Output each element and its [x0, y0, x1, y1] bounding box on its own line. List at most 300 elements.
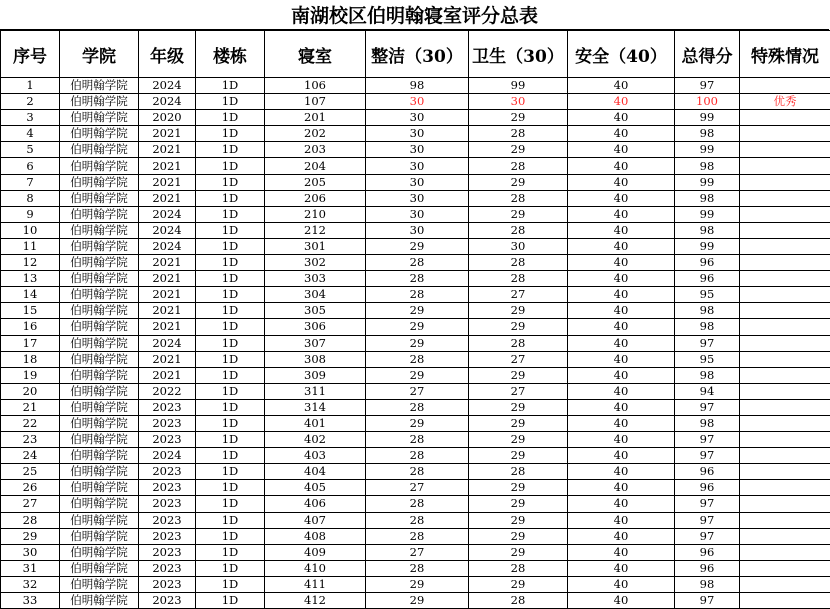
cell-grade[interactable]: 2021	[139, 367, 196, 383]
cell-tidiness[interactable]: 29	[366, 319, 469, 335]
cell-tidiness[interactable]: 30	[366, 110, 469, 126]
cell-notes[interactable]	[740, 287, 830, 303]
cell-grade[interactable]: 2023	[139, 576, 196, 592]
cell-notes[interactable]	[740, 512, 830, 528]
cell-total[interactable]: 98	[675, 303, 740, 319]
cell-college[interactable]: 伯明翰学院	[60, 319, 139, 335]
cell-notes[interactable]: 优秀	[740, 94, 830, 110]
cell-grade[interactable]: 2021	[139, 287, 196, 303]
cell-college[interactable]: 伯明翰学院	[60, 206, 139, 222]
cell-hygiene[interactable]: 99	[469, 78, 568, 94]
cell-hygiene[interactable]: 29	[469, 432, 568, 448]
cell-tidiness[interactable]: 98	[366, 78, 469, 94]
cell-grade[interactable]: 2024	[139, 238, 196, 254]
cell-notes[interactable]	[740, 367, 830, 383]
cell-total[interactable]: 97	[675, 448, 740, 464]
cell-college[interactable]: 伯明翰学院	[60, 174, 139, 190]
cell-room[interactable]: 201	[265, 110, 366, 126]
cell-notes[interactable]	[740, 206, 830, 222]
cell-tidiness[interactable]: 28	[366, 255, 469, 271]
cell-tidiness[interactable]: 28	[366, 351, 469, 367]
cell-tidiness[interactable]: 30	[366, 94, 469, 110]
cell-total[interactable]: 96	[675, 544, 740, 560]
cell-notes[interactable]	[740, 576, 830, 592]
cell-hygiene[interactable]: 28	[469, 222, 568, 238]
cell-grade[interactable]: 2021	[139, 303, 196, 319]
cell-room[interactable]: 308	[265, 351, 366, 367]
cell-total[interactable]: 98	[675, 367, 740, 383]
cell-index[interactable]: 12	[1, 255, 60, 271]
cell-room[interactable]: 401	[265, 415, 366, 431]
cell-hygiene[interactable]: 29	[469, 576, 568, 592]
cell-hygiene[interactable]: 29	[469, 174, 568, 190]
cell-index[interactable]: 30	[1, 544, 60, 560]
cell-safety[interactable]: 40	[568, 126, 675, 142]
cell-building[interactable]: 1D	[196, 512, 265, 528]
cell-safety[interactable]: 40	[568, 255, 675, 271]
cell-building[interactable]: 1D	[196, 158, 265, 174]
cell-total[interactable]: 97	[675, 496, 740, 512]
cell-notes[interactable]	[740, 593, 830, 609]
cell-grade[interactable]: 2023	[139, 560, 196, 576]
cell-total[interactable]: 99	[675, 142, 740, 158]
cell-safety[interactable]: 40	[568, 319, 675, 335]
cell-total[interactable]: 99	[675, 174, 740, 190]
cell-tidiness[interactable]: 28	[366, 271, 469, 287]
cell-college[interactable]: 伯明翰学院	[60, 271, 139, 287]
cell-safety[interactable]: 40	[568, 303, 675, 319]
cell-total[interactable]: 94	[675, 383, 740, 399]
cell-grade[interactable]: 2023	[139, 512, 196, 528]
cell-building[interactable]: 1D	[196, 255, 265, 271]
cell-building[interactable]: 1D	[196, 126, 265, 142]
cell-grade[interactable]: 2023	[139, 464, 196, 480]
cell-room[interactable]: 304	[265, 287, 366, 303]
cell-index[interactable]: 33	[1, 593, 60, 609]
header-cell-building[interactable]: 楼栋	[196, 31, 265, 78]
cell-college[interactable]: 伯明翰学院	[60, 432, 139, 448]
cell-college[interactable]: 伯明翰学院	[60, 496, 139, 512]
cell-room[interactable]: 409	[265, 544, 366, 560]
cell-notes[interactable]	[740, 190, 830, 206]
cell-building[interactable]: 1D	[196, 432, 265, 448]
cell-total[interactable]: 97	[675, 78, 740, 94]
cell-notes[interactable]	[740, 255, 830, 271]
cell-room[interactable]: 307	[265, 335, 366, 351]
cell-index[interactable]: 29	[1, 528, 60, 544]
cell-safety[interactable]: 40	[568, 432, 675, 448]
cell-tidiness[interactable]: 30	[366, 158, 469, 174]
cell-college[interactable]: 伯明翰学院	[60, 448, 139, 464]
cell-tidiness[interactable]: 27	[366, 383, 469, 399]
cell-room[interactable]: 107	[265, 94, 366, 110]
cell-safety[interactable]: 40	[568, 448, 675, 464]
cell-tidiness[interactable]: 29	[366, 303, 469, 319]
cell-college[interactable]: 伯明翰学院	[60, 593, 139, 609]
cell-college[interactable]: 伯明翰学院	[60, 238, 139, 254]
cell-index[interactable]: 1	[1, 78, 60, 94]
cell-grade[interactable]: 2021	[139, 255, 196, 271]
cell-room[interactable]: 302	[265, 255, 366, 271]
cell-safety[interactable]: 40	[568, 528, 675, 544]
cell-tidiness[interactable]: 28	[366, 432, 469, 448]
cell-index[interactable]: 6	[1, 158, 60, 174]
cell-college[interactable]: 伯明翰学院	[60, 544, 139, 560]
cell-notes[interactable]	[740, 560, 830, 576]
header-cell-safety[interactable]: 安全（40）	[568, 31, 675, 78]
cell-total[interactable]: 96	[675, 255, 740, 271]
cell-hygiene[interactable]: 28	[469, 271, 568, 287]
cell-room[interactable]: 412	[265, 593, 366, 609]
cell-room[interactable]: 311	[265, 383, 366, 399]
cell-grade[interactable]: 2023	[139, 399, 196, 415]
cell-notes[interactable]	[740, 383, 830, 399]
cell-college[interactable]: 伯明翰学院	[60, 576, 139, 592]
cell-hygiene[interactable]: 29	[469, 448, 568, 464]
cell-safety[interactable]: 40	[568, 142, 675, 158]
cell-grade[interactable]: 2023	[139, 496, 196, 512]
header-cell-total[interactable]: 总得分	[675, 31, 740, 78]
cell-building[interactable]: 1D	[196, 206, 265, 222]
cell-college[interactable]: 伯明翰学院	[60, 351, 139, 367]
cell-safety[interactable]: 40	[568, 190, 675, 206]
cell-grade[interactable]: 2024	[139, 335, 196, 351]
cell-tidiness[interactable]: 28	[366, 399, 469, 415]
cell-building[interactable]: 1D	[196, 367, 265, 383]
cell-total[interactable]: 97	[675, 593, 740, 609]
cell-total[interactable]: 98	[675, 319, 740, 335]
cell-index[interactable]: 10	[1, 222, 60, 238]
cell-total[interactable]: 98	[675, 222, 740, 238]
cell-tidiness[interactable]: 27	[366, 480, 469, 496]
cell-college[interactable]: 伯明翰学院	[60, 158, 139, 174]
cell-hygiene[interactable]: 27	[469, 287, 568, 303]
cell-building[interactable]: 1D	[196, 94, 265, 110]
cell-hygiene[interactable]: 29	[469, 528, 568, 544]
cell-tidiness[interactable]: 28	[366, 528, 469, 544]
cell-building[interactable]: 1D	[196, 287, 265, 303]
cell-notes[interactable]	[740, 448, 830, 464]
cell-tidiness[interactable]: 30	[366, 222, 469, 238]
cell-tidiness[interactable]: 29	[366, 238, 469, 254]
cell-college[interactable]: 伯明翰学院	[60, 110, 139, 126]
cell-safety[interactable]: 40	[568, 174, 675, 190]
cell-tidiness[interactable]: 28	[366, 464, 469, 480]
cell-total[interactable]: 98	[675, 158, 740, 174]
cell-safety[interactable]: 40	[568, 496, 675, 512]
cell-index[interactable]: 15	[1, 303, 60, 319]
cell-room[interactable]: 305	[265, 303, 366, 319]
cell-college[interactable]: 伯明翰学院	[60, 464, 139, 480]
cell-college[interactable]: 伯明翰学院	[60, 287, 139, 303]
cell-grade[interactable]: 2023	[139, 528, 196, 544]
cell-building[interactable]: 1D	[196, 319, 265, 335]
cell-college[interactable]: 伯明翰学院	[60, 126, 139, 142]
cell-grade[interactable]: 2021	[139, 158, 196, 174]
cell-notes[interactable]	[740, 528, 830, 544]
cell-index[interactable]: 26	[1, 480, 60, 496]
cell-room[interactable]: 402	[265, 432, 366, 448]
cell-index[interactable]: 9	[1, 206, 60, 222]
cell-notes[interactable]	[740, 174, 830, 190]
cell-total[interactable]: 98	[675, 126, 740, 142]
cell-hygiene[interactable]: 29	[469, 367, 568, 383]
cell-safety[interactable]: 40	[568, 158, 675, 174]
cell-hygiene[interactable]: 30	[469, 94, 568, 110]
cell-index[interactable]: 27	[1, 496, 60, 512]
cell-index[interactable]: 16	[1, 319, 60, 335]
cell-index[interactable]: 28	[1, 512, 60, 528]
cell-grade[interactable]: 2024	[139, 94, 196, 110]
cell-total[interactable]: 98	[675, 415, 740, 431]
cell-notes[interactable]	[740, 335, 830, 351]
cell-hygiene[interactable]: 28	[469, 126, 568, 142]
cell-room[interactable]: 106	[265, 78, 366, 94]
cell-hygiene[interactable]: 29	[469, 319, 568, 335]
cell-notes[interactable]	[740, 464, 830, 480]
cell-college[interactable]: 伯明翰学院	[60, 399, 139, 415]
cell-room[interactable]: 404	[265, 464, 366, 480]
cell-notes[interactable]	[740, 496, 830, 512]
cell-hygiene[interactable]: 29	[469, 415, 568, 431]
cell-college[interactable]: 伯明翰学院	[60, 94, 139, 110]
cell-college[interactable]: 伯明翰学院	[60, 255, 139, 271]
cell-grade[interactable]: 2023	[139, 432, 196, 448]
cell-building[interactable]: 1D	[196, 271, 265, 287]
cell-room[interactable]: 212	[265, 222, 366, 238]
cell-tidiness[interactable]: 30	[366, 206, 469, 222]
cell-index[interactable]: 24	[1, 448, 60, 464]
cell-safety[interactable]: 40	[568, 367, 675, 383]
cell-building[interactable]: 1D	[196, 303, 265, 319]
cell-hygiene[interactable]: 29	[469, 480, 568, 496]
cell-college[interactable]: 伯明翰学院	[60, 222, 139, 238]
cell-index[interactable]: 22	[1, 415, 60, 431]
cell-building[interactable]: 1D	[196, 142, 265, 158]
cell-building[interactable]: 1D	[196, 383, 265, 399]
cell-hygiene[interactable]: 27	[469, 383, 568, 399]
cell-grade[interactable]: 2023	[139, 480, 196, 496]
cell-total[interactable]: 96	[675, 271, 740, 287]
cell-room[interactable]: 301	[265, 238, 366, 254]
cell-total[interactable]: 97	[675, 528, 740, 544]
cell-total[interactable]: 97	[675, 432, 740, 448]
cell-building[interactable]: 1D	[196, 464, 265, 480]
cell-index[interactable]: 17	[1, 335, 60, 351]
cell-hygiene[interactable]: 29	[469, 496, 568, 512]
cell-hygiene[interactable]: 28	[469, 593, 568, 609]
header-cell-college[interactable]: 学院	[60, 31, 139, 78]
cell-notes[interactable]	[740, 544, 830, 560]
cell-hygiene[interactable]: 28	[469, 190, 568, 206]
cell-total[interactable]: 99	[675, 238, 740, 254]
cell-safety[interactable]: 40	[568, 464, 675, 480]
cell-notes[interactable]	[740, 415, 830, 431]
cell-hygiene[interactable]: 29	[469, 544, 568, 560]
cell-index[interactable]: 21	[1, 399, 60, 415]
cell-grade[interactable]: 2023	[139, 415, 196, 431]
cell-grade[interactable]: 2024	[139, 222, 196, 238]
cell-total[interactable]: 96	[675, 480, 740, 496]
cell-grade[interactable]: 2024	[139, 78, 196, 94]
cell-safety[interactable]: 40	[568, 399, 675, 415]
cell-room[interactable]: 303	[265, 271, 366, 287]
cell-notes[interactable]	[740, 432, 830, 448]
cell-notes[interactable]	[740, 319, 830, 335]
cell-index[interactable]: 4	[1, 126, 60, 142]
cell-grade[interactable]: 2023	[139, 593, 196, 609]
cell-tidiness[interactable]: 30	[366, 174, 469, 190]
cell-college[interactable]: 伯明翰学院	[60, 480, 139, 496]
cell-hygiene[interactable]: 29	[469, 399, 568, 415]
cell-room[interactable]: 206	[265, 190, 366, 206]
cell-room[interactable]: 406	[265, 496, 366, 512]
cell-grade[interactable]: 2021	[139, 351, 196, 367]
cell-hygiene[interactable]: 29	[469, 142, 568, 158]
cell-safety[interactable]: 40	[568, 383, 675, 399]
cell-notes[interactable]	[740, 480, 830, 496]
cell-building[interactable]: 1D	[196, 110, 265, 126]
cell-hygiene[interactable]: 28	[469, 255, 568, 271]
cell-college[interactable]: 伯明翰学院	[60, 560, 139, 576]
cell-notes[interactable]	[740, 399, 830, 415]
cell-hygiene[interactable]: 30	[469, 238, 568, 254]
cell-safety[interactable]: 40	[568, 335, 675, 351]
cell-college[interactable]: 伯明翰学院	[60, 367, 139, 383]
cell-room[interactable]: 202	[265, 126, 366, 142]
cell-grade[interactable]: 2021	[139, 174, 196, 190]
cell-building[interactable]: 1D	[196, 448, 265, 464]
cell-safety[interactable]: 40	[568, 544, 675, 560]
cell-building[interactable]: 1D	[196, 480, 265, 496]
cell-index[interactable]: 23	[1, 432, 60, 448]
cell-building[interactable]: 1D	[196, 593, 265, 609]
cell-tidiness[interactable]: 29	[366, 335, 469, 351]
cell-room[interactable]: 405	[265, 480, 366, 496]
cell-notes[interactable]	[740, 110, 830, 126]
cell-building[interactable]: 1D	[196, 399, 265, 415]
cell-room[interactable]: 314	[265, 399, 366, 415]
cell-notes[interactable]	[740, 271, 830, 287]
cell-room[interactable]: 407	[265, 512, 366, 528]
cell-college[interactable]: 伯明翰学院	[60, 528, 139, 544]
cell-grade[interactable]: 2023	[139, 544, 196, 560]
header-cell-notes[interactable]: 特殊情况	[740, 31, 830, 78]
cell-total[interactable]: 98	[675, 190, 740, 206]
cell-hygiene[interactable]: 28	[469, 158, 568, 174]
cell-notes[interactable]	[740, 222, 830, 238]
cell-safety[interactable]: 40	[568, 110, 675, 126]
cell-safety[interactable]: 40	[568, 415, 675, 431]
cell-notes[interactable]	[740, 351, 830, 367]
cell-index[interactable]: 2	[1, 94, 60, 110]
cell-college[interactable]: 伯明翰学院	[60, 142, 139, 158]
cell-index[interactable]: 7	[1, 174, 60, 190]
cell-building[interactable]: 1D	[196, 415, 265, 431]
cell-room[interactable]: 408	[265, 528, 366, 544]
cell-room[interactable]: 203	[265, 142, 366, 158]
cell-index[interactable]: 20	[1, 383, 60, 399]
cell-grade[interactable]: 2021	[139, 142, 196, 158]
cell-index[interactable]: 5	[1, 142, 60, 158]
cell-building[interactable]: 1D	[196, 174, 265, 190]
cell-notes[interactable]	[740, 142, 830, 158]
cell-grade[interactable]: 2024	[139, 448, 196, 464]
cell-college[interactable]: 伯明翰学院	[60, 190, 139, 206]
cell-room[interactable]: 309	[265, 367, 366, 383]
cell-building[interactable]: 1D	[196, 351, 265, 367]
header-cell-room[interactable]: 寝室	[265, 31, 366, 78]
cell-tidiness[interactable]: 27	[366, 544, 469, 560]
cell-notes[interactable]	[740, 126, 830, 142]
cell-grade[interactable]: 2021	[139, 126, 196, 142]
cell-tidiness[interactable]: 28	[366, 512, 469, 528]
cell-safety[interactable]: 40	[568, 593, 675, 609]
cell-notes[interactable]	[740, 158, 830, 174]
cell-notes[interactable]	[740, 78, 830, 94]
cell-safety[interactable]: 40	[568, 206, 675, 222]
cell-room[interactable]: 403	[265, 448, 366, 464]
cell-grade[interactable]: 2021	[139, 271, 196, 287]
cell-safety[interactable]: 40	[568, 576, 675, 592]
cell-total[interactable]: 97	[675, 335, 740, 351]
cell-building[interactable]: 1D	[196, 222, 265, 238]
cell-tidiness[interactable]: 28	[366, 560, 469, 576]
cell-index[interactable]: 25	[1, 464, 60, 480]
cell-building[interactable]: 1D	[196, 560, 265, 576]
cell-notes[interactable]	[740, 303, 830, 319]
cell-total[interactable]: 100	[675, 94, 740, 110]
cell-safety[interactable]: 40	[568, 238, 675, 254]
cell-total[interactable]: 99	[675, 110, 740, 126]
cell-college[interactable]: 伯明翰学院	[60, 383, 139, 399]
cell-building[interactable]: 1D	[196, 496, 265, 512]
cell-index[interactable]: 11	[1, 238, 60, 254]
cell-hygiene[interactable]: 27	[469, 351, 568, 367]
cell-safety[interactable]: 40	[568, 222, 675, 238]
cell-hygiene[interactable]: 29	[469, 110, 568, 126]
cell-grade[interactable]: 2021	[139, 319, 196, 335]
cell-safety[interactable]: 40	[568, 94, 675, 110]
cell-index[interactable]: 14	[1, 287, 60, 303]
cell-safety[interactable]: 40	[568, 512, 675, 528]
cell-hygiene[interactable]: 29	[469, 512, 568, 528]
cell-tidiness[interactable]: 28	[366, 496, 469, 512]
cell-tidiness[interactable]: 29	[366, 576, 469, 592]
cell-grade[interactable]: 2022	[139, 383, 196, 399]
cell-college[interactable]: 伯明翰学院	[60, 78, 139, 94]
cell-notes[interactable]	[740, 238, 830, 254]
header-cell-hygiene[interactable]: 卫生（30）	[469, 31, 568, 78]
cell-tidiness[interactable]: 28	[366, 287, 469, 303]
cell-total[interactable]: 97	[675, 512, 740, 528]
cell-room[interactable]: 205	[265, 174, 366, 190]
cell-total[interactable]: 96	[675, 464, 740, 480]
cell-index[interactable]: 32	[1, 576, 60, 592]
cell-tidiness[interactable]: 30	[366, 142, 469, 158]
cell-room[interactable]: 306	[265, 319, 366, 335]
cell-total[interactable]: 96	[675, 560, 740, 576]
header-cell-grade[interactable]: 年级	[139, 31, 196, 78]
cell-safety[interactable]: 40	[568, 480, 675, 496]
cell-total[interactable]: 95	[675, 351, 740, 367]
cell-total[interactable]: 97	[675, 399, 740, 415]
cell-college[interactable]: 伯明翰学院	[60, 512, 139, 528]
cell-hygiene[interactable]: 28	[469, 560, 568, 576]
cell-total[interactable]: 95	[675, 287, 740, 303]
cell-index[interactable]: 3	[1, 110, 60, 126]
sheet-title[interactable]: 南湖校区伯明翰寝室评分总表	[0, 0, 829, 30]
